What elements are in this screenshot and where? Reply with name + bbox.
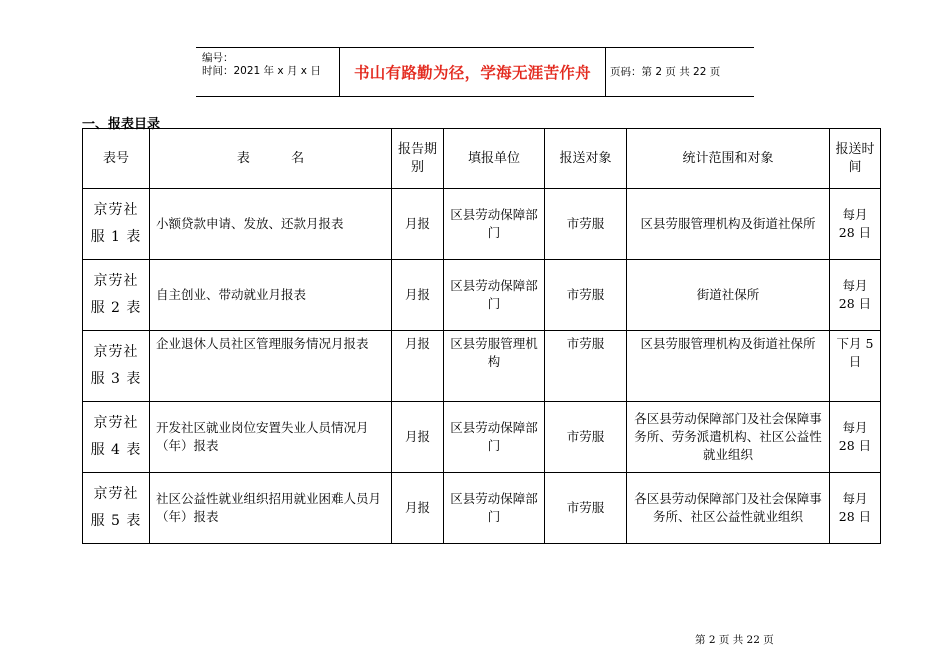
cell-recipient: 市劳服	[545, 473, 627, 544]
col-header-unit: 填报单位	[444, 129, 545, 189]
header-page-cell	[606, 48, 758, 96]
col-header-name: 表 名	[150, 129, 392, 189]
table-header-row	[83, 129, 881, 189]
cell-code: 京劳社服 3 表	[83, 331, 150, 402]
document-header	[196, 47, 754, 97]
cell-time: 下月 5 日	[830, 331, 881, 402]
cell-code: 京劳社服 5 表	[83, 473, 150, 544]
cell-time: 每月 28 日	[830, 473, 881, 544]
cell-name: 自主创业、带动就业月报表	[150, 260, 392, 331]
table-row	[83, 402, 881, 473]
header-motto-cell	[340, 48, 606, 96]
cell-time: 每月 28 日	[830, 402, 881, 473]
table-row	[83, 189, 881, 260]
col-header-scope: 统计范围和对象	[627, 129, 830, 189]
cell-time: 每月 28 日	[830, 189, 881, 260]
table-row	[83, 331, 881, 402]
time-label: 时间：2021 年 x 月 x 日	[202, 65, 321, 77]
cell-recipient: 市劳服	[545, 331, 627, 402]
cell-period: 月报	[392, 189, 444, 260]
cell-unit: 区县劳动保障部门	[444, 189, 545, 260]
cell-unit: 区县劳服管理机构	[444, 331, 545, 402]
cell-recipient: 市劳服	[545, 402, 627, 473]
header-left-cell	[196, 48, 340, 96]
col-header-code: 表号	[83, 129, 150, 189]
section-title: 一、报表目录	[82, 117, 161, 132]
cell-unit: 区县劳动保障部门	[444, 402, 545, 473]
table-row	[83, 473, 881, 544]
motto-text: 书山有路勤为径，学海无涯苦作舟	[353, 64, 591, 82]
cell-name: 小额贷款申请、发放、还款月报表	[150, 189, 392, 260]
col-header-time: 报送时间	[830, 129, 881, 189]
table-row	[83, 260, 881, 331]
cell-name: 开发社区就业岗位安置失业人员情况月（年）报表	[150, 402, 392, 473]
number-label: 编号：	[202, 52, 234, 64]
cell-time: 每月 28 日	[830, 260, 881, 331]
page-code: 页码：第 2 页 共 22 页	[610, 65, 721, 78]
col-header-recipient: 报送对象	[545, 129, 627, 189]
cell-recipient: 市劳服	[545, 260, 627, 331]
cell-scope: 街道社保所	[627, 260, 830, 331]
cell-scope: 区县劳服管理机构及街道社保所	[627, 331, 830, 402]
cell-recipient: 市劳服	[545, 189, 627, 260]
cell-name: 企业退休人员社区管理服务情况月报表	[150, 331, 392, 402]
cell-code: 京劳社服 1 表	[83, 189, 150, 260]
cell-period: 月报	[392, 473, 444, 544]
report-catalog-table	[82, 128, 881, 544]
cell-unit: 区县劳动保障部门	[444, 260, 545, 331]
cell-scope: 各区县劳动保障部门及社会保障事务所、社区公益性就业组织	[627, 473, 830, 544]
col-header-period: 报告期别	[392, 129, 444, 189]
cell-scope: 各区县劳动保障部门及社会保障事务所、劳务派遣机构、社区公益性就业组织	[627, 402, 830, 473]
cell-code: 京劳社服 2 表	[83, 260, 150, 331]
cell-unit: 区县劳动保障部门	[444, 473, 545, 544]
cell-name: 社区公益性就业组织招用就业困难人员月（年）报表	[150, 473, 392, 544]
cell-period: 月报	[392, 260, 444, 331]
cell-code: 京劳社服 4 表	[83, 402, 150, 473]
page-footer: 第 2 页 共 22 页	[695, 634, 774, 646]
cell-period: 月报	[392, 402, 444, 473]
cell-scope: 区县劳服管理机构及街道社保所	[627, 189, 830, 260]
cell-period: 月报	[392, 331, 444, 402]
